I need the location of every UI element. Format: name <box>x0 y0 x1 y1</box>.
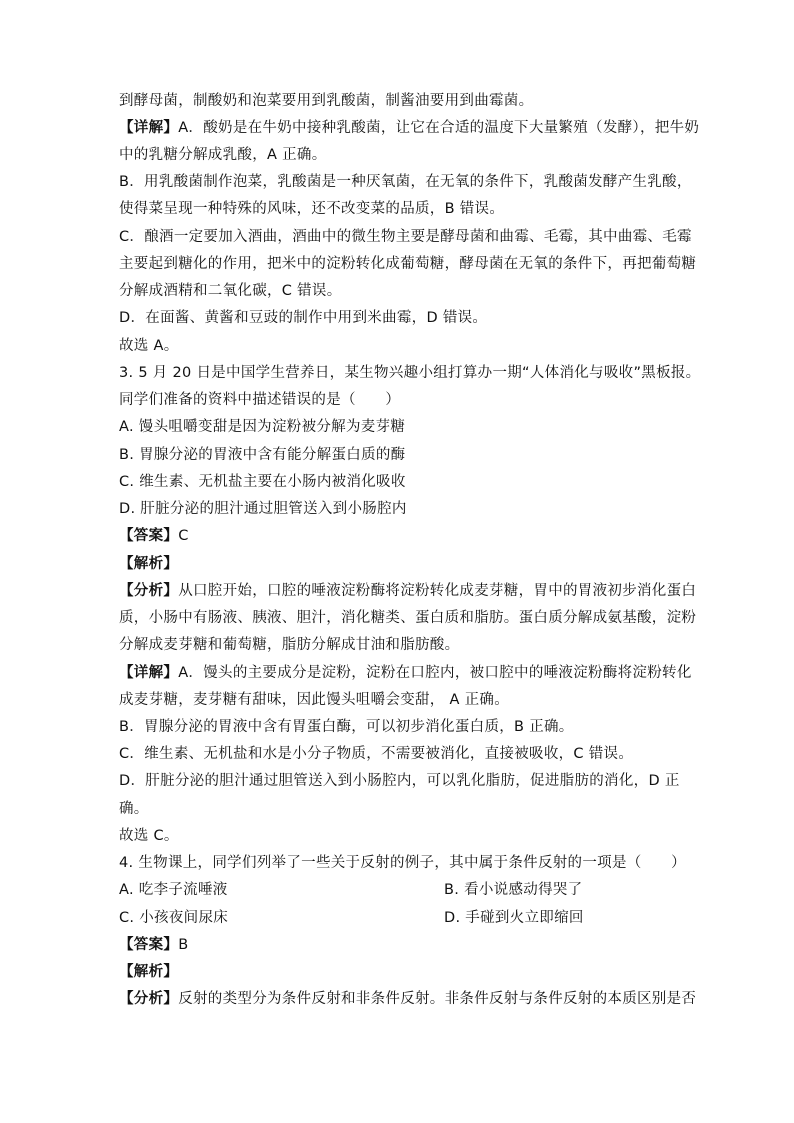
analysis-heading <box>119 555 679 573</box>
text-line: C．维生素、无机盐和水是小分子物质，不需要被消化，直接被吸收，C 错误。 <box>119 746 634 762</box>
text-line: 成麦芽糖，麦芽糖有甜味，因此馒头咀嚼会变甜， A 正确。 <box>119 692 510 708</box>
question-stem: 4. 生物课上，同学们列举了一些关于反射的例子，其中属于条件反射的一项是（ ） <box>119 855 686 871</box>
question-stem: 同学们准备的资料中描述错误的是（ ） <box>119 392 401 408</box>
text-line: 【分析】反射的类型分为条件反射和非条件反射。非条件反射与条件反射的本质区别是否 <box>119 991 697 1007</box>
text-line: C．酿酒一定要加入酒曲，酒曲中的微生物主要是酵母菌和曲霉、毛霉，其中曲霉、毛霉 <box>119 229 692 245</box>
answer-option: C. 维生素、无机盐主要在小肠内被消化吸收 <box>119 474 406 490</box>
section-tag: 【分析】 <box>119 583 179 599</box>
text-line: 确。 <box>119 801 149 817</box>
answer-option: A. 馒头咀嚼变甜是因为淀粉被分解为麦芽糖 <box>119 419 406 435</box>
answer-option: D. 手碰到火立即缩回 <box>444 910 584 926</box>
section-tag: 【解析】 <box>119 556 179 572</box>
question-stem: 3. 5 月 20 日是中国学生营养日，某生物兴趣小组打算办一期“人体消化与吸收”黑板报。 <box>119 365 701 381</box>
answer-option: C. 小孩夜间尿床 <box>119 910 229 926</box>
text-line: 【分析】从口腔开始，口腔的唾液淀粉酶将淀粉转化成麦芽糖，胃中的胃液初步消化蛋白 <box>119 583 697 599</box>
text-line: 【详解】A．酸奶是在牛奶中接种乳酸菌，让它在合适的温度下大量繁殖（发酵），把牛奶 <box>119 120 700 136</box>
section-tag: 【解析】 <box>119 964 179 980</box>
text-line: D．在面酱、黄酱和豆豉的制作中用到米曲霉，D 错误。 <box>119 310 488 326</box>
answer-option-row <box>119 909 679 927</box>
analysis-heading <box>119 963 679 981</box>
section-tag: 【答案】 <box>119 528 179 544</box>
section-tag: 【答案】 <box>119 937 179 953</box>
answer-line: 【答案】C <box>119 528 189 544</box>
text-line: 质，小肠中有肠液、胰液、胆汁，消化糖类、蛋白质和脂肪。蛋白质分解成氨基酸，淀粉 <box>119 610 697 626</box>
answer-option-row <box>119 881 679 899</box>
text-line: 中的乳糖分解成乳酸，A 正确。 <box>119 147 327 163</box>
section-tag: 【分析】 <box>119 991 179 1007</box>
text-line: 故选 A。 <box>119 338 179 354</box>
text-line: B．用乳酸菌制作泡菜，乳酸菌是一种厌氧菌，在无氧的条件下，乳酸菌发酵产生乳酸， <box>119 174 692 190</box>
answer-option: B. 看小说感动得哭了 <box>444 882 583 898</box>
answer-option: B. 胃腺分泌的胃液中含有能分解蛋白质的酶 <box>119 447 406 463</box>
text-line: B．胃腺分泌的胃液中含有胃蛋白酶，可以初步消化蛋白质，B 正确。 <box>119 719 574 735</box>
text-line: 【详解】A．馒头的主要成分是淀粉，淀粉在口腔内，被口腔中的唾液淀粉酶将淀粉转化 <box>119 665 692 681</box>
text-line: D．肝脏分泌的胆汁通过胆管送入到小肠腔内，可以乳化脂肪，促进脂肪的消化，D 正 <box>119 773 680 789</box>
text-line: 故选 C。 <box>119 828 179 844</box>
text-line: 主要起到糖化的作用，把米中的淀粉转化成葡萄糖，酵母菌在无氧的条件下，再把葡萄糖 <box>119 256 697 272</box>
answer-option: A. 吃李子流唾液 <box>119 882 228 898</box>
section-tag: 【详解】 <box>119 665 179 681</box>
text-line: 分解成麦芽糖和葡萄糖，脂肪分解成甘油和脂肪酸。 <box>119 637 460 653</box>
text-line: 到酵母菌，制酸奶和泡菜要用到乳酸菌，制酱油要用到曲霉菌。 <box>119 93 534 109</box>
text-line: 分解成酒精和二氧化碳，C 错误。 <box>119 283 342 299</box>
answer-line: 【答案】B <box>119 937 189 953</box>
text-line: 使得菜呈现一种特殊的风味，还不改变菜的品质，B 错误。 <box>119 201 505 217</box>
section-tag: 【详解】 <box>119 120 179 136</box>
answer-option: D. 肝脏分泌的胆汁通过胆管送入到小肠腔内 <box>119 501 407 517</box>
